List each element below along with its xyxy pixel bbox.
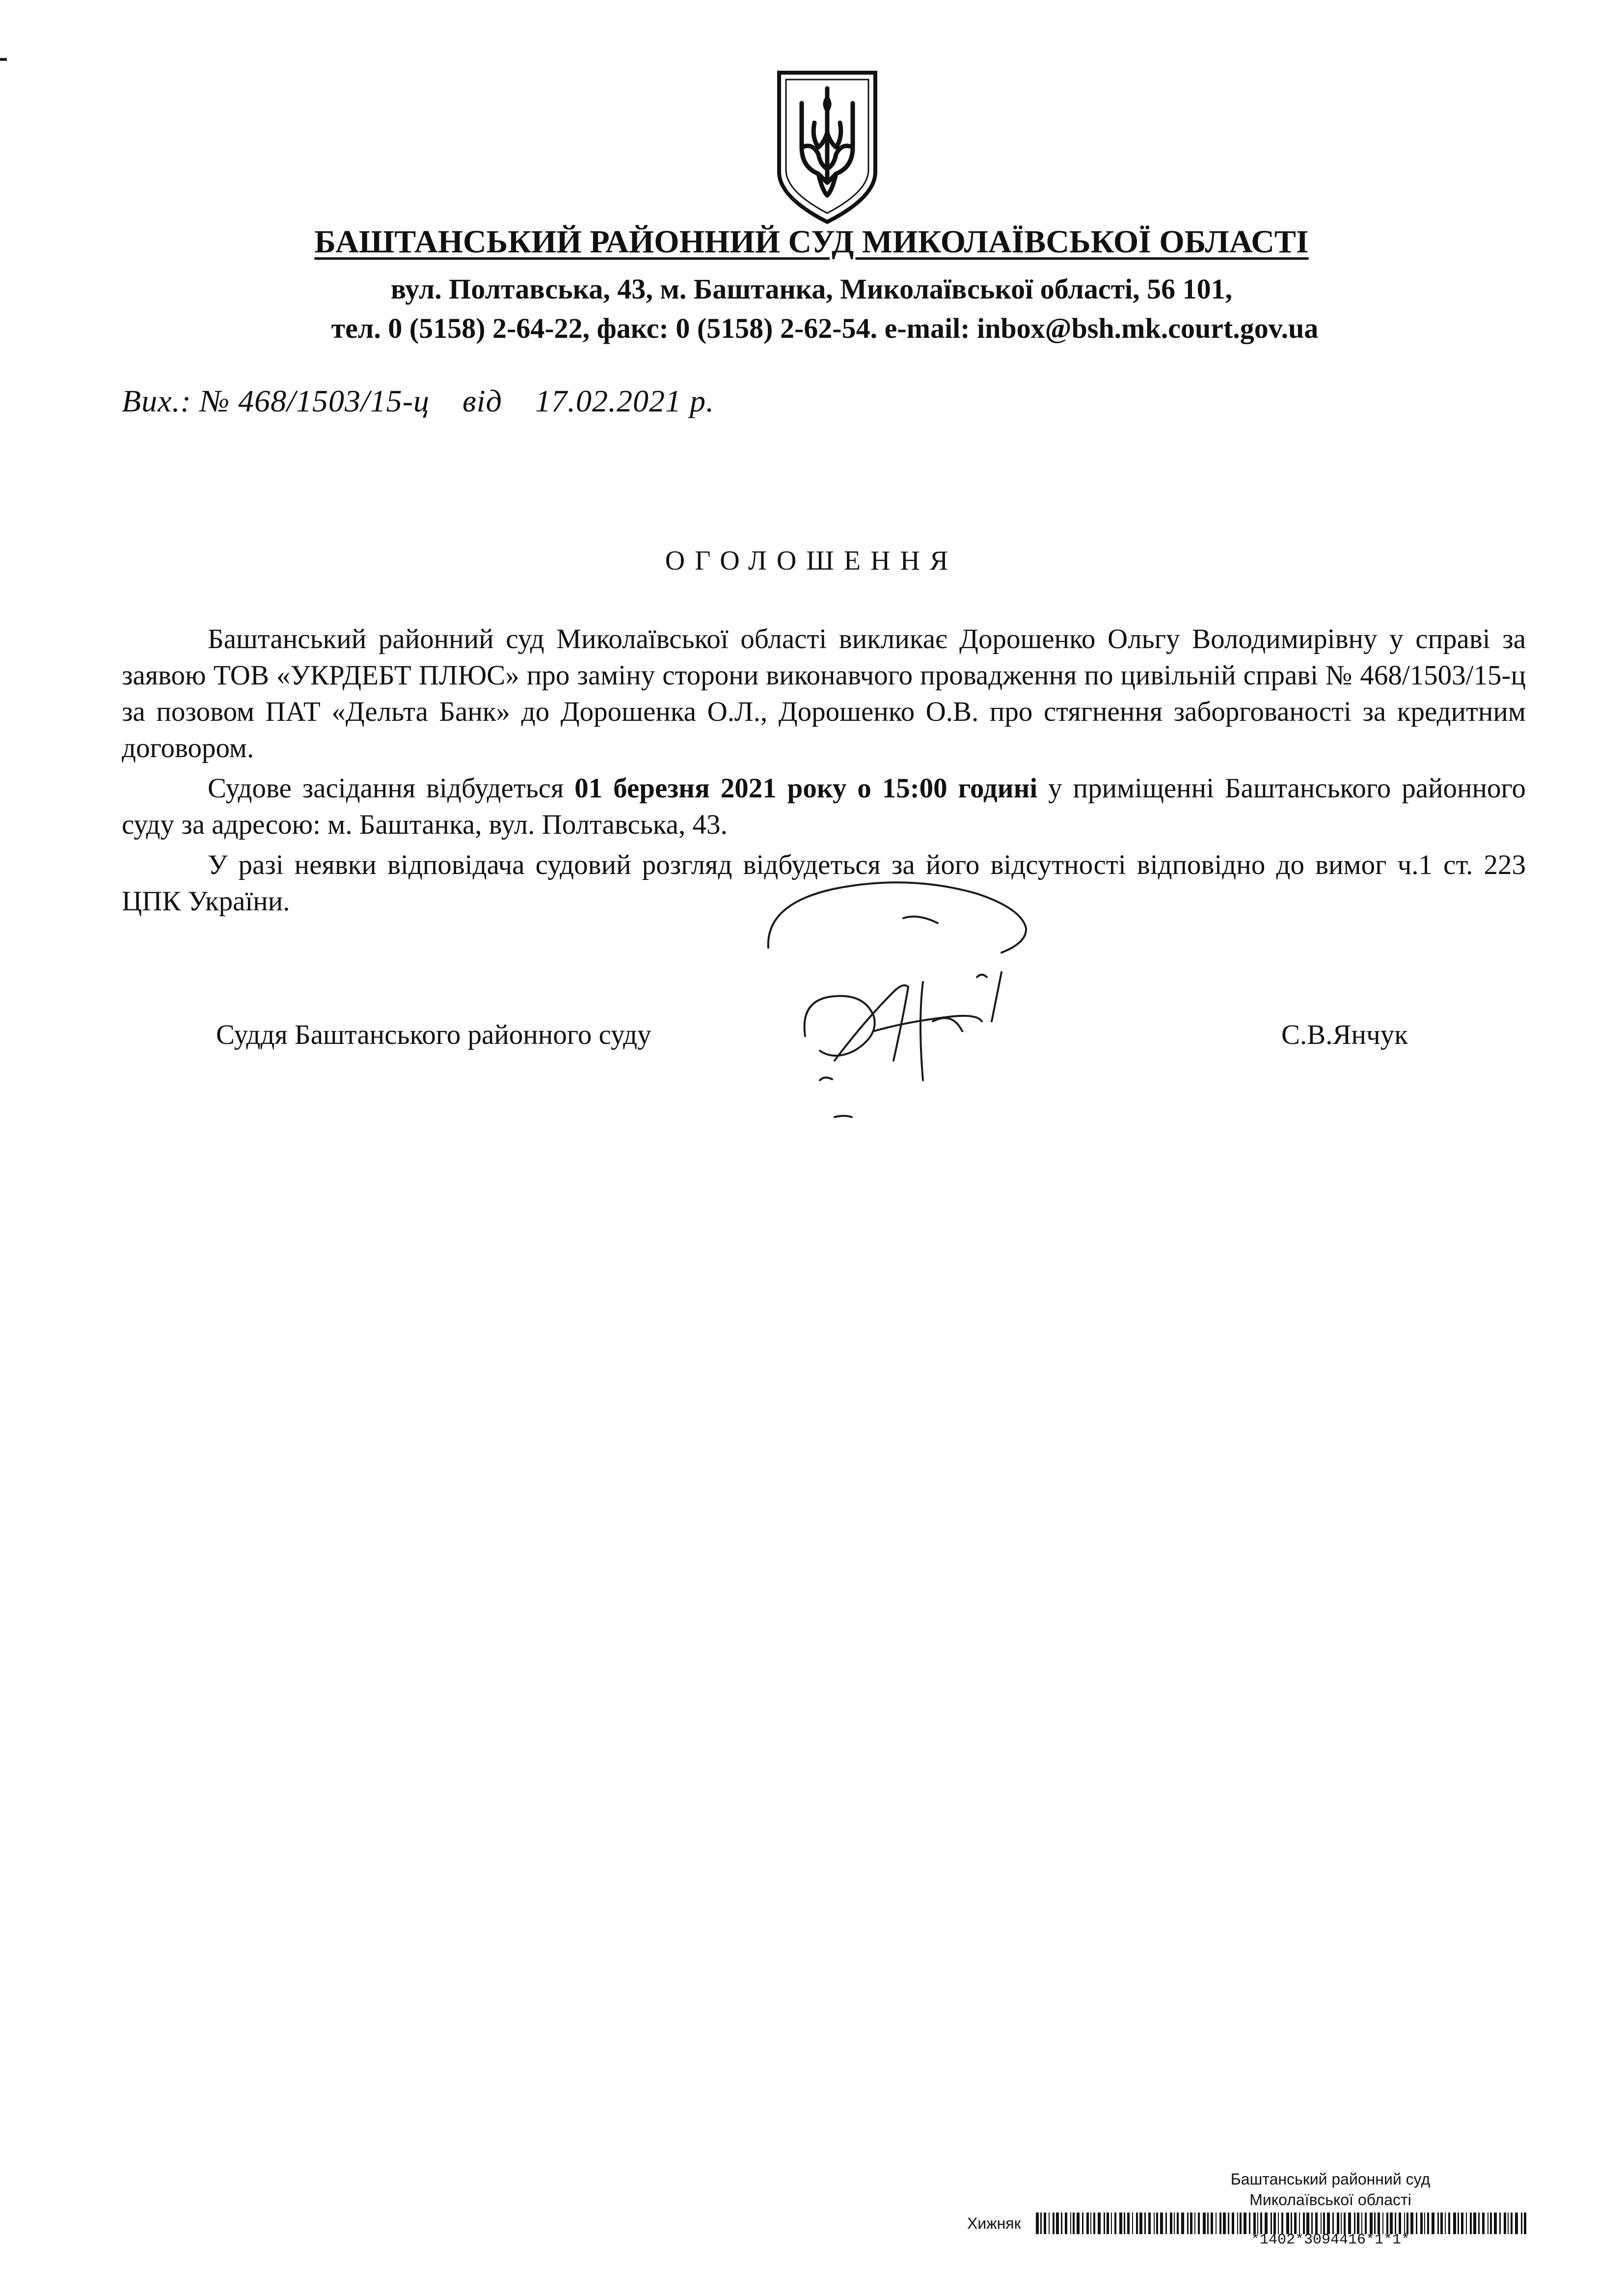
hearing-datetime: 01 березня 2021 року о 15:00 годині [574, 773, 1038, 804]
outgoing-from-label: від [462, 383, 502, 418]
outgoing-reference [122, 383, 714, 419]
registry-code: *1402*3094416*1*1* [1250, 2232, 1410, 2248]
document-title: ОГОЛОШЕННЯ [665, 546, 958, 576]
outgoing-suffix: р. [689, 383, 714, 418]
paragraph-hearing: Судове засідання відбудеться 01 березня 2021 року о 15:00 годині у приміщенні Баштанського районного суду за адресою: м. Баштанка, вул. Полтавська, 43. [122, 773, 1526, 840]
paragraph-summons: Баштанський районний суд Миколаївської області викликає Дорошенко Ольгу Володимирівну у справі за заявою ТОВ «УКРДЕБТ ПЛЮС» про заміну сторони виконавчого провадження по цивільній справі № 468/1503/15-ц за позовом ПАТ «Дельта Банк» до Дорошенка О.Л., Дорошенко О.В. про стягнення заборгованості за кредитним договором. [122, 624, 1526, 764]
judge-title: Суддя Баштанського районного суду [216, 1019, 651, 1050]
coat-of-arms-icon [773, 69, 881, 226]
registry-clerk: Хижняк [967, 2214, 1021, 2232]
outgoing-number: 468/1503/15-ц [238, 383, 430, 418]
judge-name: С.В.Янчук [1281, 1019, 1408, 1050]
outgoing-prefix: Вих.: № [122, 383, 230, 418]
registry-org-line1: Баштанський районний суд [1230, 2170, 1431, 2188]
outgoing-date: 17.02.2021 [535, 383, 681, 418]
court-name: БАШТАНСЬКИЙ РАЙОННИЙ СУД МИКОЛАЇВСЬКОЇ ОБЛАСТІ [314, 224, 1309, 260]
registry-org-line2: Миколаївської області [1249, 2191, 1411, 2209]
court-contacts: тел. 0 (5158) 2-64-22, факс: 0 (5158) 2-62-54. e-mail: inbox@bsh.mk.court.gov.ua [331, 312, 1319, 344]
court-address: вул. Полтавська, 43, м. Баштанка, Миколаївської області, 56 101, [390, 273, 1233, 305]
scan-artifact [0, 58, 7, 61]
barcode [1036, 2213, 1527, 2234]
handwritten-signature [746, 874, 1188, 1129]
paragraph-absence: У разі неявки відповідача судовий розгляд відбудеться за його відсутності відповідно до вимог ч.1 ст. 223 ЦПК України. [122, 849, 1526, 917]
